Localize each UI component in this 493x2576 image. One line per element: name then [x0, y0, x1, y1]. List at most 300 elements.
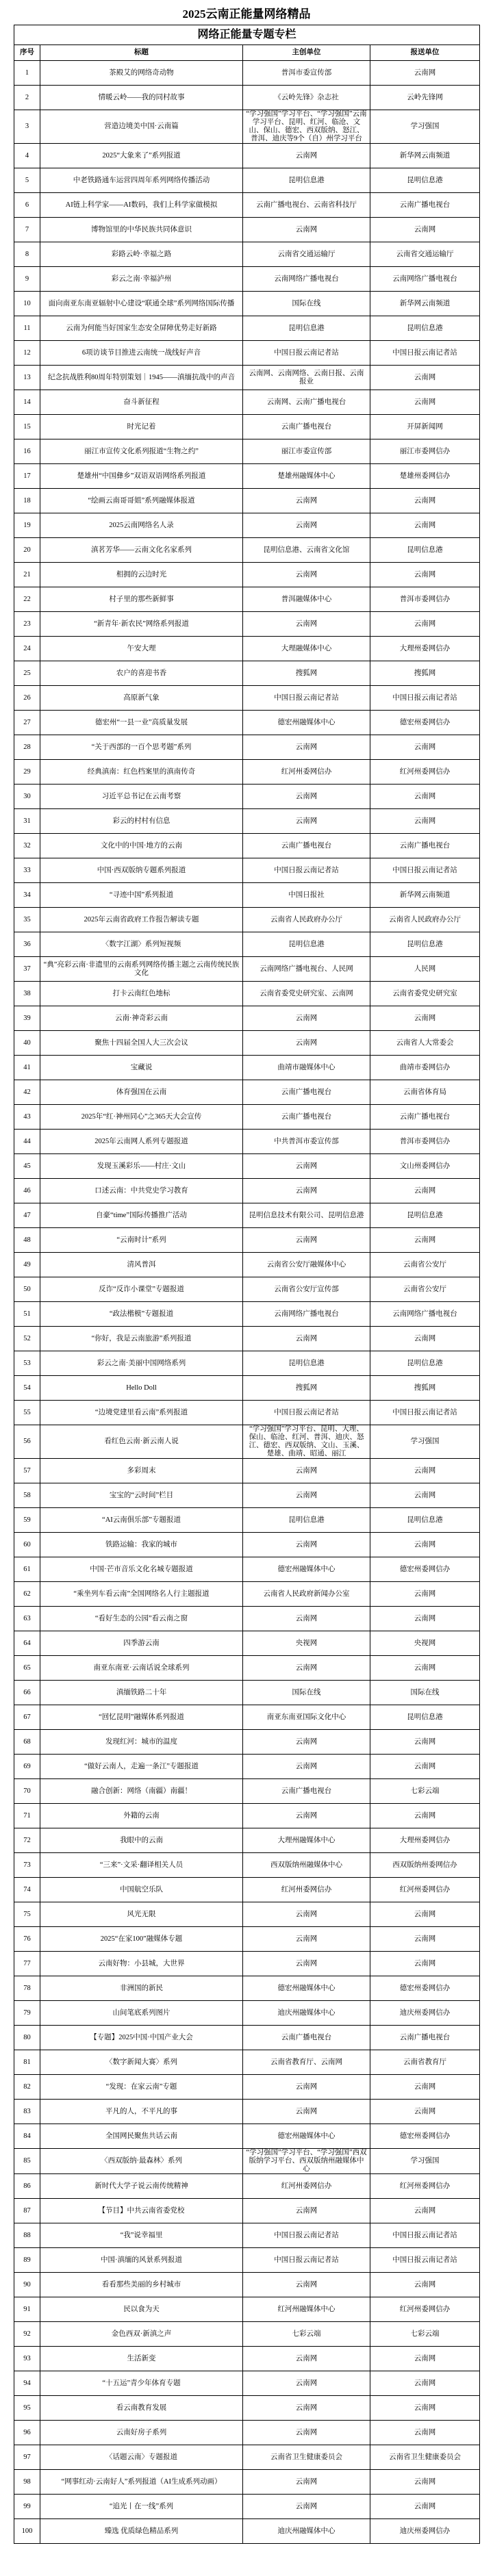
cell-host: 中国日报云南记者站 [243, 686, 370, 711]
cell-reporter: 云南网 [370, 809, 480, 834]
cell-no: 90 [14, 2273, 40, 2297]
cell-title: 习近平总书记在云南考察 [40, 785, 243, 809]
cell-host: 云南网 [243, 513, 370, 538]
cell-title: 滇缅铁路二十年 [40, 1681, 243, 1705]
works-table [14, 25, 480, 2544]
cell-host: 云南省公安厅宣传部 [243, 1277, 370, 1302]
cell-host: 云南网 [243, 218, 370, 242]
table-row [14, 1508, 480, 1533]
cell-reporter: 云南网络广播电视台 [370, 267, 480, 292]
cell-host: 云南广播电视台 [243, 1080, 370, 1105]
table-row [14, 415, 480, 439]
cell-host: 云南网 [243, 612, 370, 637]
cell-no: 2 [14, 86, 40, 110]
cell-no: 21 [14, 563, 40, 587]
cell-host: 云南网 [243, 785, 370, 809]
table-row [14, 1459, 480, 1483]
cell-host: 中国日报云南记者站 [243, 2248, 370, 2273]
cell-reporter: 云南网 [370, 218, 480, 242]
cell-no: 20 [14, 538, 40, 563]
cell-title: 〈数字新闻大赛〉系列 [40, 2050, 243, 2075]
table-row [14, 513, 480, 538]
table-row [14, 637, 480, 661]
cell-no: 73 [14, 1853, 40, 1878]
cell-reporter: 迪庆州委网信办 [370, 2519, 480, 2544]
cell-no: 46 [14, 1179, 40, 1203]
cell-no: 7 [14, 218, 40, 242]
cell-reporter: 云南网 [370, 1927, 480, 1952]
cell-title: 面向南亚东南亚辐射中心建设“联通全球”系列网络国际传播 [40, 292, 243, 316]
cell-host: 云南网络广播电视台 [243, 1302, 370, 1327]
cell-title: 2025“大象来了”系列报道 [40, 144, 243, 168]
cell-reporter: 云南网 [370, 1952, 480, 1976]
table-row [14, 168, 480, 193]
cell-host: 《云岭先锋》杂志社 [243, 86, 370, 110]
cell-title: 博物馆里的中华民族共同体意识 [40, 218, 243, 242]
cell-reporter: 普洱市委网信办 [370, 587, 480, 612]
cell-title: 看红色云南·新云南人说 [40, 1425, 243, 1459]
cell-host: 云南网 [243, 735, 370, 760]
cell-reporter: 红河州委网信办 [370, 760, 480, 785]
cell-host: 云南网 [243, 2470, 370, 2495]
cell-no: 66 [14, 1681, 40, 1705]
cell-no: 89 [14, 2248, 40, 2273]
cell-title: “关于西部的一百个思考题”系列 [40, 735, 243, 760]
cell-host: 云南网 [243, 1607, 370, 1631]
table-row [14, 1878, 480, 1902]
cell-no: 38 [14, 982, 40, 1006]
table-row [14, 1130, 480, 1154]
cell-host: 国际在线 [243, 1681, 370, 1705]
table-row [14, 711, 480, 735]
table-row [14, 2445, 480, 2470]
cell-reporter: 云南网 [370, 785, 480, 809]
cell-reporter: 昆明信息港 [370, 1351, 480, 1376]
cell-no: 69 [14, 1755, 40, 1779]
cell-host: 云南省人民政府办公厅 [243, 908, 370, 932]
cell-no: 31 [14, 809, 40, 834]
cell-title: 滇茗芳华——云南文化名家系列 [40, 538, 243, 563]
section-title-row [14, 25, 480, 45]
cell-no: 93 [14, 2347, 40, 2371]
cell-host: 中共普洱市委宣传部 [243, 1130, 370, 1154]
cell-no: 53 [14, 1351, 40, 1376]
cell-host: 云南网 [243, 1031, 370, 1056]
cell-title: 2025年“红·神州同心”之365天大会宣传 [40, 1105, 243, 1130]
cell-reporter: 红河州委网信办 [370, 1878, 480, 1902]
cell-no: 100 [14, 2519, 40, 2544]
cell-host: 德宏州融媒体中心 [243, 1976, 370, 2001]
table-row [14, 2470, 480, 2495]
table-row [14, 858, 480, 883]
cell-title: “追光丨在一线”系列 [40, 2495, 243, 2519]
table-row [14, 1277, 480, 1302]
cell-host: 云南网 [243, 1902, 370, 1927]
cell-reporter: 云南网络广播电视台 [370, 1302, 480, 1327]
cell-host: 云南网 [243, 144, 370, 168]
table-row [14, 2519, 480, 2544]
table-row [14, 218, 480, 242]
cell-title: 我眼中的云南 [40, 1828, 243, 1853]
table-row [14, 1253, 480, 1277]
cell-title: 发现红河：城市的温度 [40, 1730, 243, 1755]
cell-title: “做好云南人，走遍一条江”专题报道 [40, 1755, 243, 1779]
cell-reporter: 中国日报云南记者站 [370, 686, 480, 711]
table-row [14, 2347, 480, 2371]
cell-reporter: 学习强国 [370, 110, 480, 144]
cell-reporter: 中国日报云南记者站 [370, 2223, 480, 2248]
header-no: 序号 [14, 45, 40, 61]
cell-no: 48 [14, 1228, 40, 1253]
cell-title: 铁路运输：我家的城市 [40, 1533, 243, 1557]
cell-reporter: 七彩云端 [370, 2322, 480, 2347]
cell-host: “学习强国”学习平台、“学习强国”云南学习平台、昆明、红河、临沧、文山、保山、德宏、西双版纳、怒江、普洱、迪庆等9个（自）州学习平台 [243, 110, 370, 144]
cell-reporter: 央视网 [370, 1631, 480, 1656]
cell-no: 62 [14, 1582, 40, 1607]
cell-title: 【节目】中共云南省委党校 [40, 2199, 243, 2223]
cell-reporter: 西双版纳州委网信办 [370, 1853, 480, 1878]
table-row [14, 1056, 480, 1080]
cell-host: 云南网 [243, 2100, 370, 2124]
cell-no: 91 [14, 2297, 40, 2322]
table-row [14, 1582, 480, 1607]
cell-host: 云南网 [243, 2371, 370, 2396]
cell-host: 中国日报社 [243, 883, 370, 908]
cell-reporter: 人民网 [370, 957, 480, 982]
cell-title: 2025云南网络名人录 [40, 513, 243, 538]
cell-host: 中国日报云南记者站 [243, 1401, 370, 1425]
cell-host: 中国日报云南记者站 [243, 2223, 370, 2248]
cell-reporter: 云南网 [370, 61, 480, 86]
cell-title: 体育强国在云南 [40, 1080, 243, 1105]
table-row [14, 563, 480, 587]
cell-reporter: 云南网 [370, 1459, 480, 1483]
table-row [14, 1730, 480, 1755]
cell-title: 生活新变 [40, 2347, 243, 2371]
cell-no: 96 [14, 2421, 40, 2445]
cell-host: 云南省交通运输厅 [243, 242, 370, 267]
cell-title: 经典滇南：红色档案里的滇南传奇 [40, 760, 243, 785]
cell-reporter: 云南省公安厅 [370, 1277, 480, 1302]
cell-title: “政法楷模”专题报道 [40, 1302, 243, 1327]
cell-reporter: 云南省交通运输厅 [370, 242, 480, 267]
table-row [14, 1656, 480, 1681]
cell-title: 新时代大学子说云南传统精神 [40, 2174, 243, 2199]
cell-host: 云南网 [243, 1154, 370, 1179]
cell-title: 云南为何能当好国家生态安全屏障优势走好新路 [40, 316, 243, 341]
cell-host: 央视网 [243, 1631, 370, 1656]
cell-reporter: 云南网 [370, 1179, 480, 1203]
cell-title: 民以食为天 [40, 2297, 243, 2322]
table-row [14, 2297, 480, 2322]
cell-no: 1 [14, 61, 40, 86]
cell-no: 44 [14, 1130, 40, 1154]
cell-title: AI链上科学家——AI数码，我们上科学家做模拟 [40, 193, 243, 218]
cell-title: 云南好房子系列 [40, 2421, 243, 2445]
cell-no: 79 [14, 2001, 40, 2026]
cell-title: 〈数字江湖〉系列短视频 [40, 932, 243, 957]
cell-no: 13 [14, 366, 40, 390]
cell-no: 32 [14, 834, 40, 858]
cell-reporter: 云南网 [370, 513, 480, 538]
cell-no: 42 [14, 1080, 40, 1105]
cell-host: 云南网 [243, 2421, 370, 2445]
cell-title: 中国航空乐队 [40, 1878, 243, 1902]
cell-reporter: 大理州委网信办 [370, 1828, 480, 1853]
cell-no: 55 [14, 1401, 40, 1425]
cell-reporter: 搜狐网 [370, 1376, 480, 1401]
cell-title: 丽江市宣传文化系列报道“生物之约” [40, 439, 243, 464]
cell-title: 中国·芒市音乐文化名城专题报道 [40, 1557, 243, 1582]
table-row [14, 1105, 480, 1130]
cell-reporter: 云南广播电视台 [370, 2026, 480, 2050]
cell-title: 【专题】2025中国·中国产业大会 [40, 2026, 243, 2050]
table-row [14, 2273, 480, 2297]
cell-host: 云南网 [243, 2273, 370, 2297]
cell-title: 农户的喜迎书香 [40, 661, 243, 686]
cell-host: 云南网 [243, 2075, 370, 2100]
cell-reporter: 云南省委党史研究室 [370, 982, 480, 1006]
cell-no: 43 [14, 1105, 40, 1130]
cell-host: 红河州委网信办 [243, 760, 370, 785]
cell-reporter: 红河州委网信办 [370, 2174, 480, 2199]
table-row [14, 1952, 480, 1976]
cell-title: 奋斗新征程 [40, 390, 243, 415]
cell-title: 融合创新：网络（南疆）南疆！ [40, 1779, 243, 1804]
cell-title: 云南·神奇彩云南 [40, 1006, 243, 1031]
cell-host: 云南网 [243, 2396, 370, 2421]
table-row [14, 1351, 480, 1376]
cell-host: 云南广播电视台 [243, 834, 370, 858]
cell-title: 打卡云南红色地标 [40, 982, 243, 1006]
cell-no: 61 [14, 1557, 40, 1582]
cell-reporter: 楚雄州委网信办 [370, 464, 480, 489]
cell-host: 昆明信息技术有限公司、昆明信息港 [243, 1203, 370, 1228]
cell-host: 昆明信息港 [243, 932, 370, 957]
table-row [14, 2100, 480, 2124]
table-row [14, 908, 480, 932]
table-row [14, 366, 480, 390]
cell-host: 云南网、云南网络、云南日报、云南报业 [243, 366, 370, 390]
table-row [14, 834, 480, 858]
cell-host: 红河州融媒体中心 [243, 2297, 370, 2322]
table-row [14, 1755, 480, 1779]
cell-host: 德宏州融媒体中心 [243, 711, 370, 735]
table-row [14, 2495, 480, 2519]
cell-no: 51 [14, 1302, 40, 1327]
table-row [14, 957, 480, 982]
cell-no: 52 [14, 1327, 40, 1351]
cell-title: “我”说幸福里 [40, 2223, 243, 2248]
cell-reporter: 新华网云南频道 [370, 144, 480, 168]
cell-reporter: 云南省人民政府办公厅 [370, 908, 480, 932]
cell-title: 2025年云南网人系列专题报道 [40, 1130, 243, 1154]
cell-host: 云南网 [243, 1006, 370, 1031]
cell-host: 国际在线 [243, 292, 370, 316]
cell-no: 68 [14, 1730, 40, 1755]
cell-host: 云南网 [243, 1755, 370, 1779]
cell-no: 14 [14, 390, 40, 415]
cell-title: 自豪“time”国际传播推广活动 [40, 1203, 243, 1228]
table-row [14, 612, 480, 637]
cell-reporter: 云南网 [370, 2421, 480, 2445]
cell-host: 红河州委网信办 [243, 1878, 370, 1902]
cell-title: 德宏州“一县一业”高质量发展 [40, 711, 243, 735]
cell-title: 清风普洱 [40, 1253, 243, 1277]
table-row [14, 489, 480, 513]
table-row [14, 1203, 480, 1228]
cell-no: 81 [14, 2050, 40, 2075]
cell-no: 40 [14, 1031, 40, 1056]
cell-no: 30 [14, 785, 40, 809]
cell-title: “寻迹中国”系列报道 [40, 883, 243, 908]
cell-host: 搜狐网 [243, 1376, 370, 1401]
cell-reporter: 中国日报云南记者站 [370, 2248, 480, 2273]
cell-reporter: 昆明信息港 [370, 1203, 480, 1228]
table-row [14, 1976, 480, 2001]
table-row [14, 2396, 480, 2421]
cell-title: 相拥的云边时光 [40, 563, 243, 587]
cell-title: 发现玉溪彩乐——村庄·文山 [40, 1154, 243, 1179]
cell-host: 西双版纳州融媒体中心 [243, 1853, 370, 1878]
cell-no: 65 [14, 1656, 40, 1681]
cell-title: “发现：在家云南”专题 [40, 2075, 243, 2100]
cell-title: 全国网民聚焦共话云南 [40, 2124, 243, 2149]
cell-host: 云南网 [243, 1483, 370, 1508]
table-row [14, 1006, 480, 1031]
cell-no: 99 [14, 2495, 40, 2519]
cell-title: 时光记着 [40, 415, 243, 439]
cell-reporter: 云南网 [370, 2075, 480, 2100]
cell-host: 云南广播电视台 [243, 1779, 370, 1804]
cell-title: 口述云南：中共党史学习教育 [40, 1179, 243, 1203]
cell-host: 云南省人民政府新闻办公室 [243, 1582, 370, 1607]
cell-host: 楚雄州融媒体中心 [243, 464, 370, 489]
cell-title: 6项访谈节目推进云南统一战线好声音 [40, 341, 243, 366]
cell-host: 云南网 [243, 1804, 370, 1828]
cell-title: 茶殿艾的网络奇动物 [40, 61, 243, 86]
cell-title: “看好生态的公园”看云南之窗 [40, 1607, 243, 1631]
cell-no: 9 [14, 267, 40, 292]
table-row [14, 2421, 480, 2445]
table-row [14, 2322, 480, 2347]
cell-no: 54 [14, 1376, 40, 1401]
cell-no: 45 [14, 1154, 40, 1179]
cell-reporter: 学习强国 [370, 1425, 480, 1459]
cell-reporter: 云南网 [370, 1804, 480, 1828]
cell-title: “你好，我是云南旅游”系列报道 [40, 1327, 243, 1351]
table-row [14, 341, 480, 366]
cell-reporter: 德宏州委网信办 [370, 711, 480, 735]
cell-title: “边境党建里看云南”系列报道 [40, 1401, 243, 1425]
cell-no: 88 [14, 2223, 40, 2248]
cell-no: 98 [14, 2470, 40, 2495]
table-row [14, 1327, 480, 1351]
cell-host: 云南网 [243, 1179, 370, 1203]
cell-reporter: 搜狐网 [370, 661, 480, 686]
cell-host: 云南网、云南广播电视台 [243, 390, 370, 415]
cell-no: 19 [14, 513, 40, 538]
cell-no: 97 [14, 2445, 40, 2470]
cell-no: 33 [14, 858, 40, 883]
cell-title: “云南时计”系列 [40, 1228, 243, 1253]
cell-no: 95 [14, 2396, 40, 2421]
cell-no: 25 [14, 661, 40, 686]
table-row [14, 809, 480, 834]
cell-host: 丽江市委宣传部 [243, 439, 370, 464]
cell-reporter: 云南广播电视台 [370, 834, 480, 858]
cell-host: 南亚东南亚国际文化中心 [243, 1705, 370, 1730]
table-row [14, 883, 480, 908]
cell-title: 云南好物：小县城，大世界 [40, 1952, 243, 1976]
cell-no: 67 [14, 1705, 40, 1730]
cell-no: 29 [14, 760, 40, 785]
cell-no: 77 [14, 1952, 40, 1976]
table-header [14, 45, 480, 61]
table-row [14, 61, 480, 86]
table-row [14, 1031, 480, 1056]
table-row [14, 2199, 480, 2223]
cell-reporter: 中国日报云南记者站 [370, 1401, 480, 1425]
cell-reporter: 云南省人大常委会 [370, 1031, 480, 1056]
cell-host: “学习强国”学习平台、“学习强国”西双版纳学习平台、西双版纳州融媒体中心 [243, 2149, 370, 2174]
table-row [14, 2149, 480, 2174]
table-row [14, 1705, 480, 1730]
table-row [14, 1631, 480, 1656]
table-row [14, 1425, 480, 1459]
table-row [14, 587, 480, 612]
cell-host: 德宏州融媒体中心 [243, 1557, 370, 1582]
cell-reporter: 云南网 [370, 563, 480, 587]
cell-host: 云南网络广播电视台 [243, 267, 370, 292]
cell-no: 28 [14, 735, 40, 760]
cell-no: 23 [14, 612, 40, 637]
cell-reporter: 昆明信息港 [370, 168, 480, 193]
cell-no: 59 [14, 1508, 40, 1533]
cell-host: 云南网 [243, 2347, 370, 2371]
cell-title: 情暖云岭——我的同村故事 [40, 86, 243, 110]
cell-title: 看云南教育发展 [40, 2396, 243, 2421]
table-row [14, 982, 480, 1006]
cell-reporter: 云南网 [370, 1228, 480, 1253]
cell-host: 云南网 [243, 1927, 370, 1952]
cell-no: 83 [14, 2100, 40, 2124]
table-row [14, 2174, 480, 2199]
cell-title: 彩路云岭·幸福之路 [40, 242, 243, 267]
cell-host: 普洱融媒体中心 [243, 587, 370, 612]
cell-host: 云南省教育厅、云南网 [243, 2050, 370, 2075]
cell-reporter: 国际在线 [370, 1681, 480, 1705]
cell-reporter: 云南网 [370, 2371, 480, 2396]
cell-title: “三来”·文采·翻译相关人员 [40, 1853, 243, 1878]
cell-title: 风光无限 [40, 1902, 243, 1927]
table-row [14, 390, 480, 415]
cell-host: 昆明信息港 [243, 1351, 370, 1376]
cell-title: “回忆昆明”融媒体系列报道 [40, 1705, 243, 1730]
cell-no: 41 [14, 1056, 40, 1080]
cell-title: 2025年云南省政府工作报告解读专题 [40, 908, 243, 932]
cell-host: 云南网 [243, 1327, 370, 1351]
cell-reporter: 云南省体育局 [370, 1080, 480, 1105]
cell-reporter: 丽江市委网信办 [370, 439, 480, 464]
table-row [14, 1533, 480, 1557]
cell-title: 午安大理 [40, 637, 243, 661]
cell-title: 2025“在家100”融媒体专题 [40, 1927, 243, 1952]
table-row [14, 464, 480, 489]
cell-reporter: 中国日报云南记者站 [370, 341, 480, 366]
cell-no: 87 [14, 2199, 40, 2223]
header-host: 主创单位 [243, 45, 370, 61]
